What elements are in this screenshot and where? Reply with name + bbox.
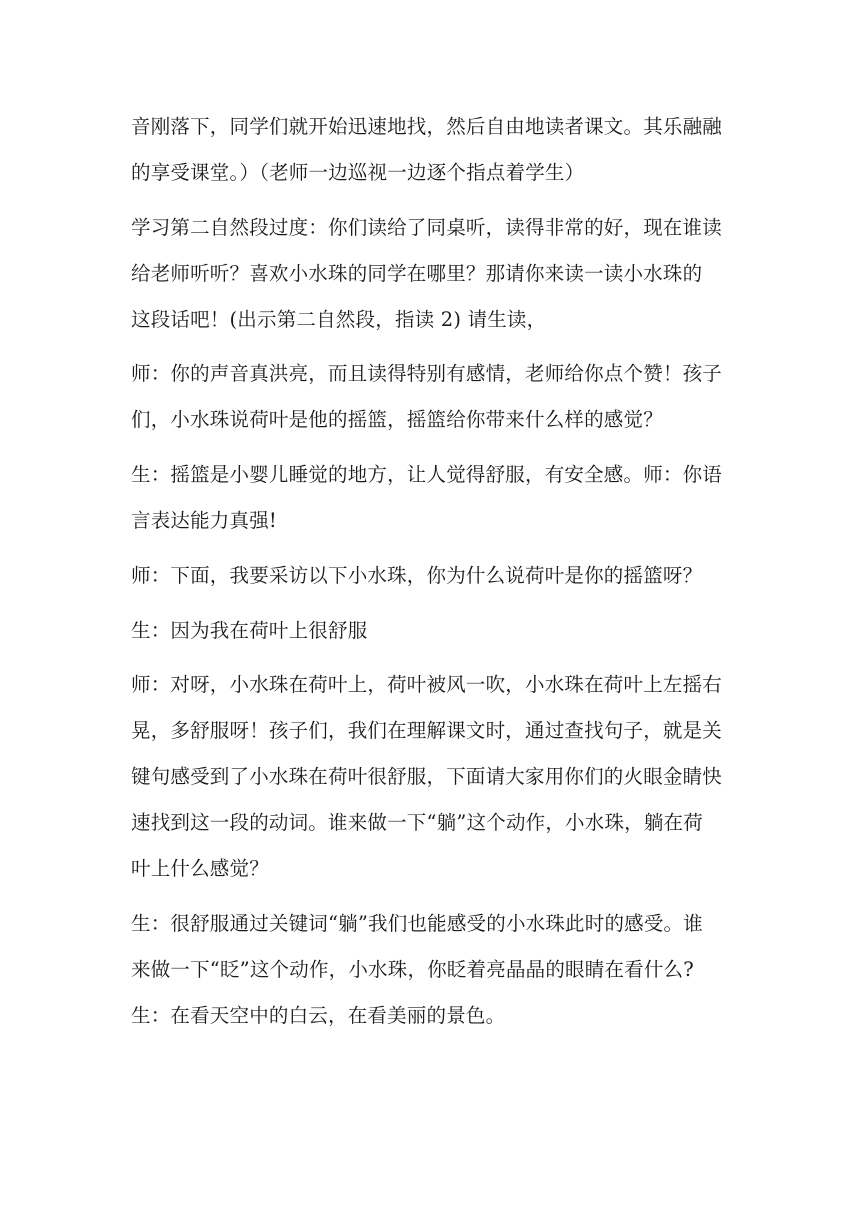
text-line: 晃，多舒服呀！孩子们，我们在理解课文时，通过查找句子，就是关 bbox=[131, 719, 723, 742]
text-line: 学习第二自然段过度：你们读给了同桌听，读得非常的好，现在谁读 bbox=[131, 216, 723, 239]
text-line: 师：你的声音真洪亮，而且读得特别有感情，老师给你点个赞！孩子 bbox=[131, 362, 723, 385]
text-line: 给老师听听？喜欢小水珠的同学在哪里？那请你来读一读小水珠的 bbox=[131, 262, 703, 285]
text-line: 速找到这一段的动词。谁来做一下“躺”这个动作，小水珠，躺在荷 bbox=[131, 811, 703, 834]
text-line: 们，小水珠说荷叶是他的摇篮，摇篮给你带来什么样的感觉？ bbox=[131, 408, 663, 431]
text-line: 生：摇篮是小婴儿睡觉的地方，让人觉得舒服，有安全感。师：你语 bbox=[131, 463, 723, 486]
text-line: 生：因为我在荷叶上很舒服 bbox=[131, 619, 368, 642]
text-line: 的享受课堂。）（老师一边巡视一边逐个指点着学生） bbox=[131, 161, 585, 184]
text-line: 这段话吧！(出示第二自然段，指读 2) 请生读， bbox=[131, 308, 547, 331]
text-line: 来做一下“眨”这个动作，小水珠，你眨着亮晶晶的眼睛在看什么? bbox=[131, 958, 694, 981]
text-line: 生：很舒服通过关键词“躺”我们也能感受的小水珠此时的感受。谁 bbox=[131, 912, 703, 935]
text-line: 言表达能力真强! bbox=[131, 509, 277, 532]
text-line: 师：对呀，小水珠在荷叶上，荷叶被风一吹，小水珠在荷叶上左摇右 bbox=[131, 673, 723, 696]
text-line: 音刚落下，同学们就开始迅速地找，然后自由地读者课文。其乐融融 bbox=[131, 115, 723, 138]
text-line: 叶上什么感觉？ bbox=[131, 857, 269, 880]
text-line: 生：在看天空中的白云，在看美丽的景色。 bbox=[131, 1004, 506, 1027]
text-line: 键句感受到了小水珠在荷叶很舒服，下面请大家用你们的火眼金睛快 bbox=[131, 765, 723, 788]
text-line: 师：下面，我要采访以下小水珠，你为什么说荷叶是你的摇篮呀？ bbox=[131, 564, 703, 587]
